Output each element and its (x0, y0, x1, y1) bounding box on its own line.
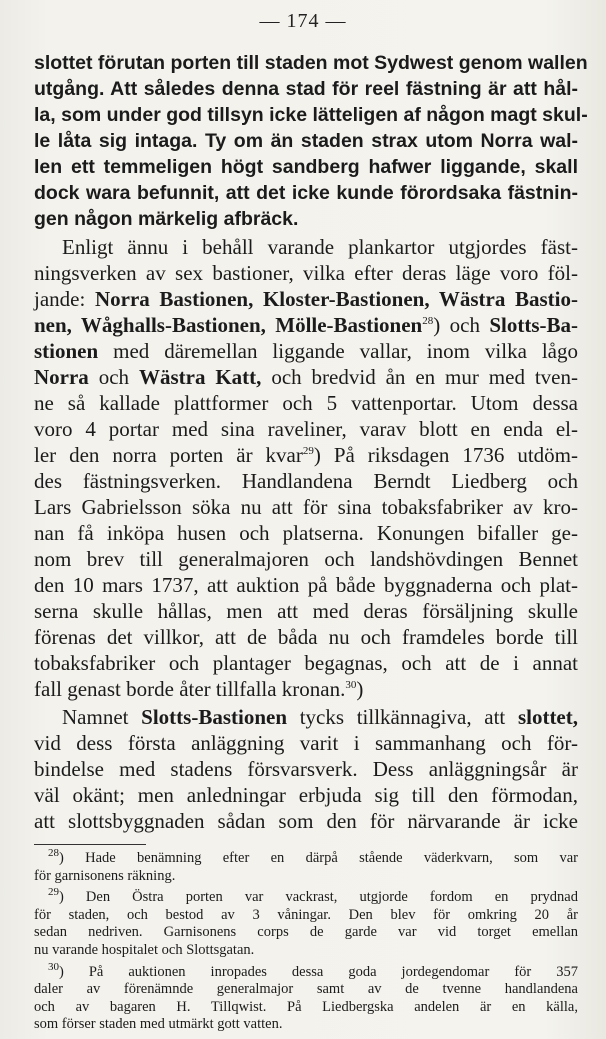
text-line: fall genast borde åter tillfalla kronan.$^{30}$) (34, 677, 364, 701)
text-line: ne så kallade plattformer och 5 vattenportar. Utom dessa (34, 391, 578, 415)
text-line: nen, Wåghalls-Bastionen, Mölle-Bastionen$^{28}$) och Slotts-Ba- (34, 313, 578, 337)
footnote-line: $^{29}$) Den Östra porten var vackrast, utgjorde fordom en prydnad (48, 886, 578, 906)
footnote-line: nu varande hospitalet och Slottsgatan. (34, 942, 255, 958)
footnote-line: daler av förenämnde generalmajor samt av de tvenne handlandena (34, 981, 578, 998)
footnote-line: $^{30}$) På auktionen inropades dessa goda jordegendomar för 357 (48, 960, 578, 980)
footnote-line: $^{28}$) Hade benämning efter en därpå stående väderkvarn, som var (48, 847, 578, 866)
footnote-line: sedan nedriven. Garnisonens corps de garde var vid torget emellan (34, 924, 578, 941)
text-line: gen någon märkelig afbräck. (34, 208, 299, 230)
text-line: tobaksfabriker och plantager begagnas, och att de i annat (34, 651, 578, 675)
text-line: Enligt ännu i behåll varande plankartor utgjordes fäst- (62, 235, 578, 259)
text-line: Lars Gabrielsson söka nu att för sina tobaksfabriker av kro- (34, 495, 578, 519)
text-line: des fästningsverken. Handlandena Berndt Liedberg och (34, 469, 578, 493)
text-line: vid dess första anläggning varit i sammanhang och för- (34, 731, 578, 755)
text-line: bindelse med stadens försvarsverk. Dess anläggningsår är (34, 757, 578, 781)
footnote-line: och av bagaren H. Tillqwist. På Liedbergska andelen är en källa, (34, 998, 578, 1015)
text-line: Norra och Wästra Katt, och bredvid ån en mur med tven- (34, 365, 578, 389)
text-line: len ett temmeligen högt sandberg hafwer liggande, skall (34, 156, 578, 178)
text-line: utgång. Att således denna stad för reel fästning är att hål- (34, 78, 578, 100)
text-line: le låta sig intaga. Ty om än staden strax utom Norra wal- (34, 130, 578, 152)
text-line: slottet förutan porten till staden mot Sydwest genom wallen (34, 52, 588, 74)
text-line: nom brev till generalmajoren och landshövdingen Bennet (34, 547, 578, 571)
text-line: stionen med däremellan liggande vallar, inom vilka lågo (34, 339, 578, 363)
text-line: serna skulle hållas, men att med deras försäljning skulle (34, 599, 578, 623)
footnote-divider (34, 844, 146, 845)
text-line: la, som under god tillsyn icke lätteligen af någon magt skul- (34, 104, 588, 126)
page-number: — 174 — (259, 10, 347, 32)
footnote-line: som förser staden med utmärkt gott vatten. (34, 1016, 283, 1033)
text-line: dock wara befunnit, att det icke kunde förordsaka fästnin- (34, 182, 578, 204)
footnote-line: för staden, och bestod av 3 våningar. Den blev för omkring 20 år (34, 906, 578, 923)
text-line: voro 4 portar med sina raveliner, varav blott en enda el- (34, 417, 578, 441)
text-line: Namnet Slotts-Bastionen tycks tillkännagiva, att slottet, (62, 705, 578, 729)
footnote-line: för garnisonens räkning. (34, 867, 176, 884)
text-line: ningsverken av sex bastioner, vilka efter deras läge voro föl- (34, 261, 578, 285)
text-line: ler den norra porten är kvar$^{29}$) På riksdagen 1736 utdöm- (34, 443, 578, 467)
text-line: den 10 mars 1737, att auktion på både byggnaderna och plat- (34, 573, 578, 597)
text-line: att slottsbyggnaden sådan som den för närvarande är icke (34, 809, 578, 833)
text-line: nan få inköpa husen och platserna. Konungen bifaller ge- (34, 521, 578, 545)
text-line: jande: Norra Bastionen, Kloster-Bastionen, Wästra Bastio- (34, 287, 578, 311)
text-line: väl okänt; men anledningar erbjuda sig till den förmodan, (34, 783, 578, 807)
text-line: förenas det villkor, att de båda nu och framdeles borde till (34, 625, 578, 649)
